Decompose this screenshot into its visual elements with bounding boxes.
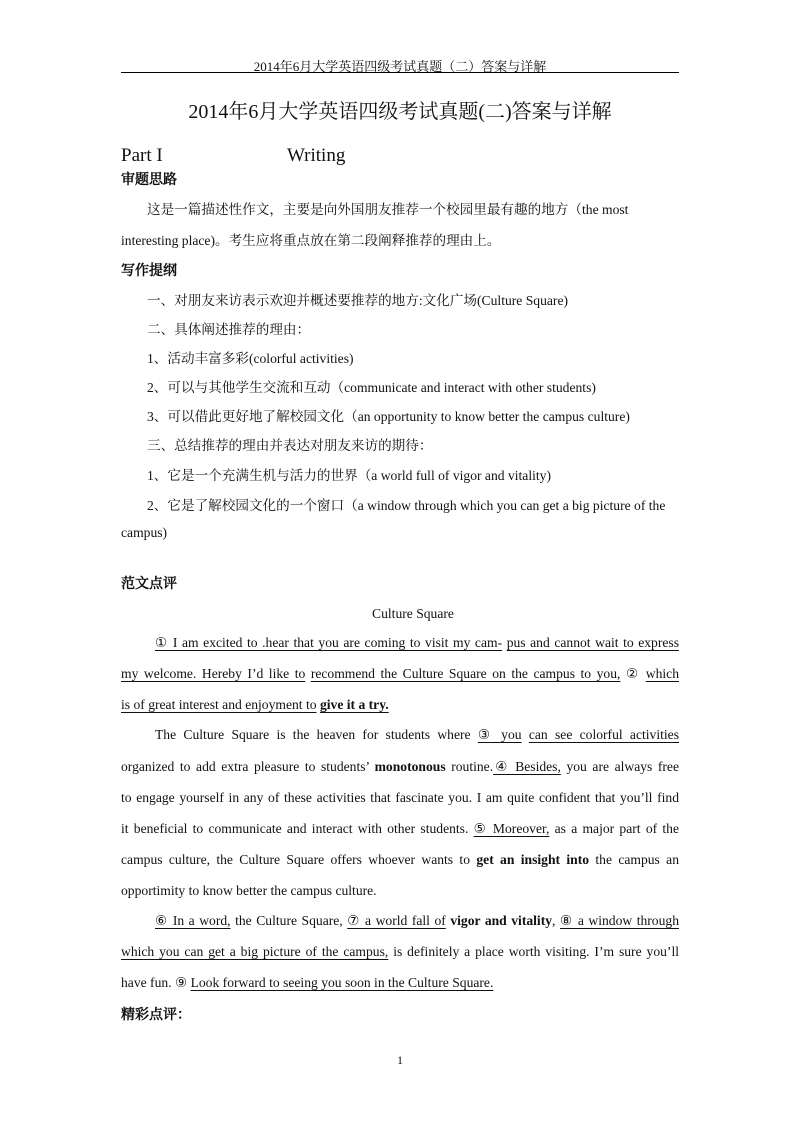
- analysis-line-2: interesting place)。考生应将重点放在第二段阐释推荐的理由上。: [121, 233, 501, 248]
- text: you are always free: [566, 759, 679, 774]
- text: the campus an: [595, 852, 680, 867]
- essay-p1-line-1: [155, 635, 679, 651]
- essay-title: Culture Square: [372, 606, 454, 621]
- text: it beneficial to communicate and interact with other students.: [121, 821, 469, 836]
- highlight-phrase: ③ you: [477, 727, 522, 742]
- outline-item: 2、可以与其他学生交流和互动（communicate and interact with other students): [147, 380, 596, 395]
- essay-p2-line-2: [121, 759, 679, 775]
- bold-phrase: give it a try.: [319, 697, 389, 712]
- marker: ②: [625, 666, 641, 681]
- text: is definitely a place worth visiting. I’m sure you’ll: [393, 944, 680, 959]
- text: as a major part of the: [554, 821, 679, 836]
- essay-p2-line-5: [121, 852, 679, 868]
- analysis-heading: 审题思路: [121, 172, 177, 188]
- highlights-heading: 精彩点评：: [121, 1007, 191, 1023]
- outline-item: 三、总结推荐的理由并表达对朋友来访的期待：: [147, 438, 433, 453]
- outline-item: 2、它是了解校园文化的一个窗口（a window through which you can get a big picture of the: [147, 498, 666, 513]
- highlight-phrase: which you can get a big picture of the campus,: [121, 944, 389, 959]
- outline-item: 二、具体阐述推荐的理由：: [147, 322, 311, 337]
- highlight-phrase: my welcome. Hereby I’d like to: [121, 666, 306, 681]
- text: have fun. ⑨: [121, 975, 188, 990]
- document-title: 2014年6月大学英语四级考试真题(二)答案与详解: [188, 101, 612, 123]
- running-header: 2014年6月大学英语四级考试真题（二）答案与详解: [253, 59, 547, 74]
- essay-p2-line-6: opportimity to know better the campus culture.: [121, 883, 377, 898]
- essay-p1-line-2: [121, 666, 679, 682]
- outline-item: 1、活动丰富多彩(colorful activities): [147, 351, 354, 366]
- essay-p3-line-2: [121, 944, 679, 960]
- highlight-phrase: pus and cannot wait to express: [506, 635, 679, 650]
- outline-item: 3、可以借此更好地了解校园文化（an opportunity to know better the campus culture): [147, 409, 630, 424]
- highlight-phrase: ⑥ In a word,: [155, 913, 231, 928]
- highlight-phrase: ④ Besides,: [493, 759, 561, 774]
- essay-p2-line-3: to engage yourself in any of these activities that fascinate you. I am quite confident that you’ll find: [121, 790, 679, 805]
- highlight-phrase: recommend the Culture Square on the campus to you,: [310, 666, 621, 681]
- bold-phrase: monotonous: [374, 759, 446, 774]
- highlight-phrase: can see colorful activities: [528, 727, 679, 742]
- essay-p2-line-4: [121, 821, 679, 837]
- text: campus culture, the Culture Square offers whoever wants to: [121, 852, 471, 867]
- highlight-phrase: which: [645, 666, 680, 681]
- bold-phrase: get an insight into: [476, 852, 590, 867]
- outline-item: 一、对朋友来访表示欢迎并概述要推荐的地方:文化广场(Culture Square): [147, 293, 568, 308]
- text: The Culture Square is the heaven for students where: [155, 727, 471, 742]
- highlight-phrase: Look forward to seeing you soon in the Culture Square.: [190, 975, 494, 990]
- essay-p3-line-3: [121, 975, 493, 991]
- header-rule: [121, 72, 679, 73]
- outline-item: 1、它是一个充满生机与活力的世界（a world full of vigor and vitality): [147, 468, 551, 483]
- part-name: Writing: [287, 145, 346, 166]
- highlight-phrase: ⑦ a world fall of: [347, 913, 446, 928]
- bold-phrase: vigor and vitality: [450, 913, 553, 928]
- text: ,: [552, 913, 556, 928]
- highlight-phrase: is of great interest and enjoyment to: [121, 697, 317, 712]
- highlight-phrase: ① I am excited to .hear that you are coming to visit my cam-: [155, 635, 503, 650]
- page-number: 1: [397, 1053, 403, 1067]
- text: organized to add extra pleasure to students’: [121, 759, 370, 774]
- part-label: Part I: [121, 145, 163, 166]
- text: the Culture Square,: [235, 913, 343, 928]
- essay-p2-line-1: [155, 727, 679, 743]
- outline-item-continuation: campus): [121, 525, 168, 540]
- outline-heading: 写作提纲: [121, 263, 177, 279]
- highlight-phrase: ⑧ a window through: [559, 913, 679, 928]
- text: routine.: [451, 759, 494, 774]
- analysis-line-1: 这是一篇描述性作文，主要是向外国朋友推荐一个校园里最有趣的地方（the most: [147, 202, 629, 217]
- highlight-phrase: ⑤ Moreover,: [473, 821, 550, 836]
- essay-p1-line-3: [121, 697, 389, 713]
- essay-p3-line-1: [155, 913, 679, 929]
- sample-heading: 范文点评: [121, 576, 177, 592]
